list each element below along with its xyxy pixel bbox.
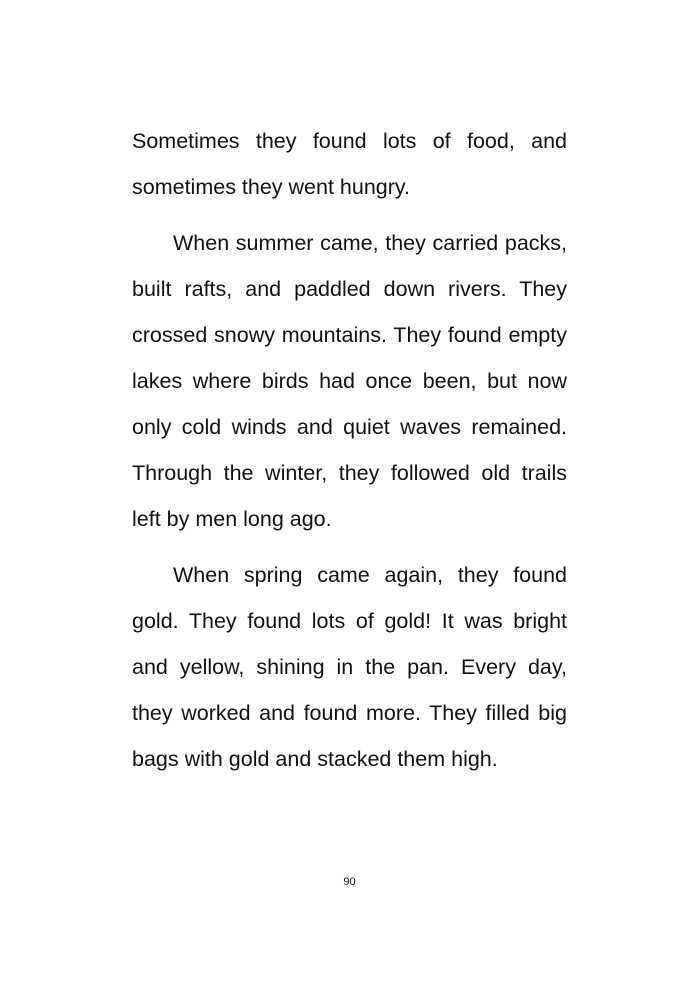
paragraph-3: When spring came again, they found gold. They found lots of gold! It was bright and yellow, shining in the pan. Every day, they worked and found more. They filled big bags with gold and stacked them high. [132, 563, 567, 771]
paragraph-2: When summer came, they carried packs, built rafts, and paddled down rivers. They crossed snowy mountains. They found empty lakes where birds had once been, but now only cold winds and quiet waves remained. Through the winter, they followed old trails left by men long ago. [132, 231, 567, 531]
body-text [132, 118, 567, 792]
page-number: 90 [343, 876, 356, 888]
paragraph-1: Sometimes they found lots of food, and sometimes they went hungry. [132, 129, 567, 199]
